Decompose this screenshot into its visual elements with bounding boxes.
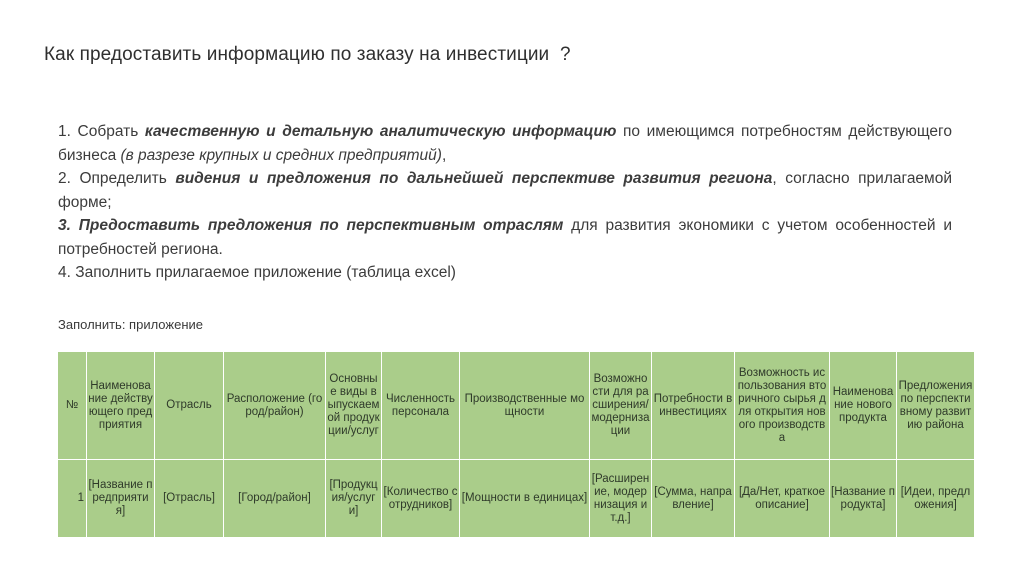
- step-1-italic-note: (в разрезе крупных и средних предприятий): [120, 146, 442, 164]
- step-3-suffix: для развития экономики с учетом особенностей и потребностей региона.: [58, 217, 952, 258]
- appendix-note: Заполнить: приложение: [58, 317, 203, 332]
- header-cell-secondary-raw: Возможность использования вторичного сырья для открытия нового производства: [735, 352, 830, 460]
- step-2-suffix: , согласно прилагаемой форме;: [58, 170, 952, 211]
- header-cell-new-product: Наименование нового продукта: [830, 352, 897, 460]
- row-cell-proposals: [Идеи, предложения]: [897, 460, 975, 538]
- row-cell-company: [Название предприятия]: [87, 460, 155, 538]
- table-row: [58, 460, 975, 538]
- row-cell-staff: [Количество сотрудников]: [382, 460, 460, 538]
- instruction-list: [58, 120, 952, 285]
- header-cell-products: Основные виды выпускаемой продукции/услуг: [326, 352, 382, 460]
- step-3-emphasis: 3. Предоставить предложения по перспективным отраслям: [58, 217, 564, 234]
- row-cell-investment-needs: [Сумма, направление]: [652, 460, 735, 538]
- step-2-emphasis: видения и предложения по дальнейшей перспективе развития региона: [175, 170, 773, 187]
- instruction-step-1-2: [58, 120, 952, 214]
- row-cell-industry: [Отрасль]: [155, 460, 224, 538]
- header-cell-location: Расположение (город/район): [224, 352, 326, 460]
- step-2-prefix: 2. Определить: [58, 170, 176, 187]
- row-cell-secondary-raw: [Да/Нет, краткое описание]: [735, 460, 830, 538]
- header-cell-capacity: Производственные мощности: [460, 352, 590, 460]
- header-cell-staff: Численность персонала: [382, 352, 460, 460]
- header-cell-company: Наименование действующего предприятия: [87, 352, 155, 460]
- page-title: Как предоставить информацию по заказу на инвестиции ?: [44, 44, 571, 65]
- header-cell-proposals: Предложения по перспективному развитию района: [897, 352, 975, 460]
- row-cell-products: [Продукция/услуги]: [326, 460, 382, 538]
- row-cell-location: [Город/район]: [224, 460, 326, 538]
- step-1-middle: по имеющимся потребностям действующего бизнеса: [58, 123, 952, 164]
- header-cell-expansion: Возможности для расширения/модернизации: [590, 352, 652, 460]
- appendix-table: [57, 351, 975, 538]
- row-cell-new-product: [Название продукта]: [830, 460, 897, 538]
- row-cell-expansion: [Расширение, модернизация и т.д.]: [590, 460, 652, 538]
- header-cell-number: №: [58, 352, 87, 460]
- row-cell-capacity: [Мощности в единицах]: [460, 460, 590, 538]
- step-1-suffix: ,: [441, 146, 447, 164]
- instruction-step-3: [58, 214, 952, 261]
- header-cell-industry: Отрасль: [155, 352, 224, 460]
- table-header-row: [58, 352, 975, 460]
- instruction-step-4: 4. Заполнить прилагаемое приложение (таблица excel): [58, 264, 456, 281]
- header-cell-investment-needs: Потребности в инвестициях: [652, 352, 735, 460]
- step-1-emphasis: качественную и детальную аналитическую информацию: [144, 123, 617, 140]
- step-1-prefix: 1. Собрать: [58, 123, 145, 140]
- row-cell-number: 1: [58, 460, 87, 538]
